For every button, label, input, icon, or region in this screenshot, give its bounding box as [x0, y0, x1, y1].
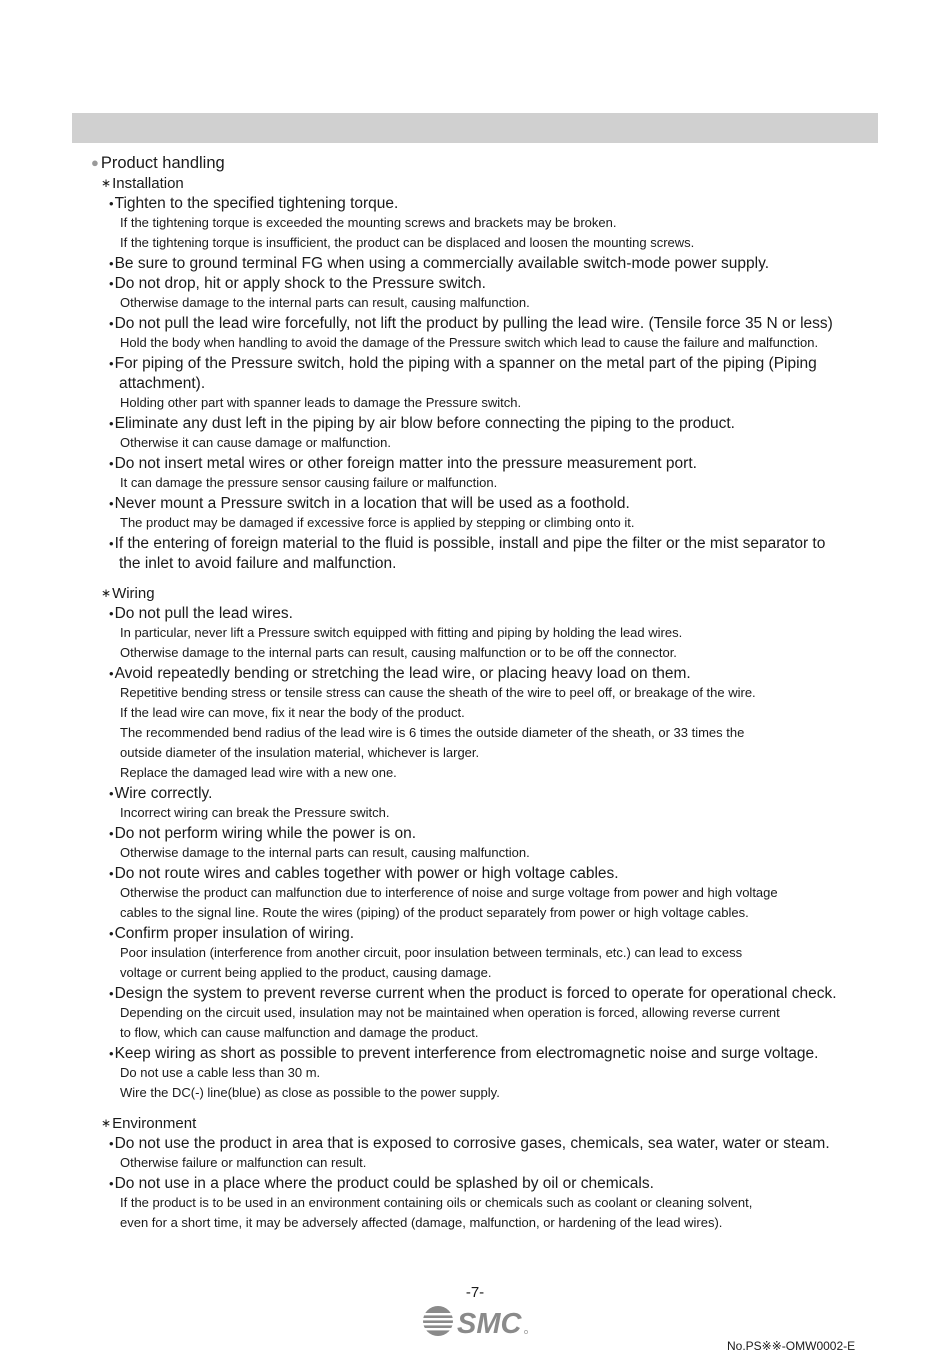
list-item-note: Depending on the circuit used, insulation may not be maintained when operation is forced, allowing reverse current: [120, 1005, 780, 1020]
list-item-text: Do not insert metal wires or other foreign matter into the pressure measurement port.: [114, 455, 697, 472]
list-item-text: For piping of the Pressure switch, hold the piping with a spanner on the metal part of the piping (Piping: [114, 355, 817, 372]
list-item: [109, 535, 825, 553]
list-item-note: Otherwise failure or malfunction can result.: [120, 1155, 367, 1170]
list-item-note: voltage or current being applied to the product, causing damage.: [120, 965, 492, 980]
bullet-icon: •: [109, 1176, 114, 1191]
list-item: [109, 415, 735, 433]
asterisk-icon: ∗: [101, 176, 112, 190]
list-item-note: Otherwise it can cause damage or malfunction.: [120, 435, 391, 450]
list-item-text: Eliminate any dust left in the piping by air blow before connecting the piping to the product.: [114, 415, 735, 432]
list-item: [109, 1135, 830, 1153]
list-item-text: Wire correctly.: [114, 785, 213, 802]
list-item-note: If the lead wire can move, fix it near the body of the product.: [120, 705, 465, 720]
page-number: -7-: [465, 1284, 485, 1301]
list-item: [109, 315, 833, 333]
list-item-note: Otherwise damage to the internal parts can result, causing malfunction.: [120, 845, 530, 860]
bullet-icon: •: [109, 1136, 114, 1151]
bullet-icon: •: [109, 926, 114, 941]
list-item: [109, 665, 691, 683]
bullet-icon: •: [109, 606, 114, 621]
bullet-icon: •: [109, 866, 114, 881]
list-item-note: Hold the body when handling to avoid the damage of the Pressure switch which lead to cause the failure and malfunction.: [120, 335, 819, 350]
list-item-note: Holding other part with spanner leads to damage the Pressure switch.: [120, 395, 522, 410]
list-item-note: Otherwise damage to the internal parts can result, causing malfunction or to be off the connector.: [120, 645, 677, 660]
smc-logo-mark: [423, 1306, 453, 1336]
bullet-icon: •: [109, 666, 114, 681]
list-item: [109, 455, 697, 473]
list-item: [109, 785, 212, 803]
list-item-note: Incorrect wiring can break the Pressure switch.: [120, 805, 390, 820]
bullet-icon: •: [109, 496, 114, 511]
list-item-text: Do not drop, hit or apply shock to the Pressure switch.: [114, 275, 486, 292]
bullet-icon: •: [109, 316, 114, 331]
list-item: [109, 495, 630, 513]
list-item-note: If the product is to be used in an environment containing oils or chemicals such as coolant or cleaning solvent,: [120, 1195, 753, 1210]
list-item-text: Do not perform wiring while the power is on.: [114, 825, 417, 842]
list-item-text: If the entering of foreign material to the fluid is possible, install and pipe the filter or the mist separator to: [114, 535, 826, 552]
list-item: [109, 1175, 654, 1193]
list-item: [109, 925, 354, 943]
list-item: [109, 825, 416, 843]
section-title: [91, 154, 225, 173]
list-item-note: Repetitive bending stress or tensile stress can cause the sheath of the wire to peel off, or breakage of the wire.: [120, 685, 756, 700]
bullet-icon: •: [109, 826, 114, 841]
list-item-note: It can damage the pressure sensor causing failure or malfunction.: [120, 475, 498, 490]
bullet-icon: •: [109, 196, 114, 211]
list-item-text: Be sure to ground terminal FG when using a commercially available switch-mode power supply.: [114, 255, 770, 272]
list-item-note: Otherwise the product can malfunction due to interference of noise and surge voltage from power and high voltage: [120, 885, 778, 900]
list-item-text: Do not pull the lead wires.: [114, 605, 293, 622]
smc-logo-text: SMC: [457, 1308, 522, 1340]
installation-heading: [101, 175, 184, 192]
list-item: [109, 275, 486, 293]
list-item-note: to flow, which can cause malfunction and damage the product.: [120, 1025, 479, 1040]
list-item-text: Do not use in a place where the product could be splashed by oil or chemicals.: [114, 1175, 654, 1192]
list-item-note: If the tightening torque is insufficient, the product can be displaced and loosen the mounting screws.: [120, 235, 695, 250]
environment-heading-text: Environment: [112, 1115, 197, 1132]
header-bar: [72, 113, 878, 143]
list-item-text: Never mount a Pressure switch in a location that will be used as a foothold.: [114, 495, 630, 512]
bullet-icon: •: [109, 276, 114, 291]
list-item: [109, 985, 837, 1003]
list-item: [109, 355, 817, 373]
list-item-text: Design the system to prevent reverse current when the product is forced to operate for operational check.: [114, 985, 837, 1002]
list-item-note: Do not use a cable less than 30 m.: [120, 1065, 321, 1080]
list-item-text: Keep wiring as short as possible to prevent interference from electromagnetic noise and surge voltage.: [114, 1045, 819, 1062]
bullet-icon: •: [109, 456, 114, 471]
bullet-icon: •: [109, 986, 114, 1001]
list-item-text: Tighten to the specified tightening torque.: [114, 195, 399, 212]
list-item: [109, 195, 398, 213]
list-item-text: Do not pull the lead wire forcefully, not lift the product by pulling the lead wire. (Tensile force 35 N or less): [114, 315, 833, 332]
list-item-note: If the tightening torque is exceeded the mounting screws and brackets may be broken.: [120, 215, 617, 230]
list-item: [109, 1045, 818, 1063]
list-item-text: Do not route wires and cables together with power or high voltage cables.: [114, 865, 619, 882]
bullet-icon: •: [109, 1046, 114, 1061]
list-item: [109, 605, 293, 623]
list-item-note: The product may be damaged if excessive force is applied by stepping or climbing onto it.: [120, 515, 635, 530]
list-item-note: In particular, never lift a Pressure switch equipped with fitting and piping by holding the lead wires.: [120, 625, 683, 640]
section-bullet-icon: ●: [91, 155, 99, 170]
smc-logo: [421, 1304, 531, 1340]
bullet-icon: •: [109, 536, 114, 551]
list-item-note: Replace the damaged lead wire with a new one.: [120, 765, 397, 780]
list-item-note: The recommended bend radius of the lead wire is 6 times the outside diameter of the sheath, or 33 times the: [120, 725, 745, 740]
list-item-note: Otherwise damage to the internal parts can result, causing malfunction.: [120, 295, 530, 310]
list-item-note: cables to the signal line. Route the wires (piping) of the product separately from power or high voltage cables.: [120, 905, 749, 920]
section-title-text: Product handling: [100, 154, 225, 172]
document-number: No.PS※※-OMW0002-E: [727, 1339, 856, 1353]
wiring-heading: [101, 585, 155, 602]
asterisk-icon: ∗: [101, 1116, 112, 1130]
bullet-icon: •: [109, 786, 114, 801]
installation-heading-text: Installation: [112, 175, 184, 192]
list-item-text: Do not use the product in area that is exposed to corrosive gases, chemicals, sea water, water or steam.: [114, 1135, 830, 1152]
list-item-note: Wire the DC(-) line(blue) as close as possible to the power supply.: [120, 1085, 500, 1100]
asterisk-icon: ∗: [101, 586, 112, 600]
list-item: [109, 865, 619, 883]
list-item-note: Poor insulation (interference from another circuit, poor insulation between terminals, etc.) can lead to excess: [120, 945, 743, 960]
list-item-continuation: attachment).: [119, 375, 206, 392]
bullet-icon: •: [109, 256, 114, 271]
bullet-icon: •: [109, 416, 114, 431]
list-item-continuation: the inlet to avoid failure and malfunction.: [119, 555, 397, 572]
list-item: [109, 255, 769, 273]
list-item-text: Avoid repeatedly bending or stretching the lead wire, or placing heavy load on them.: [114, 665, 691, 682]
list-item-note: even for a short time, it may be adversely affected (damage, malfunction, or hardening of the lead wires).: [120, 1215, 723, 1230]
environment-heading: [101, 1115, 196, 1132]
list-item-note: outside diameter of the insulation material, whichever is larger.: [120, 745, 480, 760]
wiring-heading-text: Wiring: [112, 585, 155, 602]
bullet-icon: •: [109, 356, 114, 371]
list-item-text: Confirm proper insulation of wiring.: [114, 925, 355, 942]
